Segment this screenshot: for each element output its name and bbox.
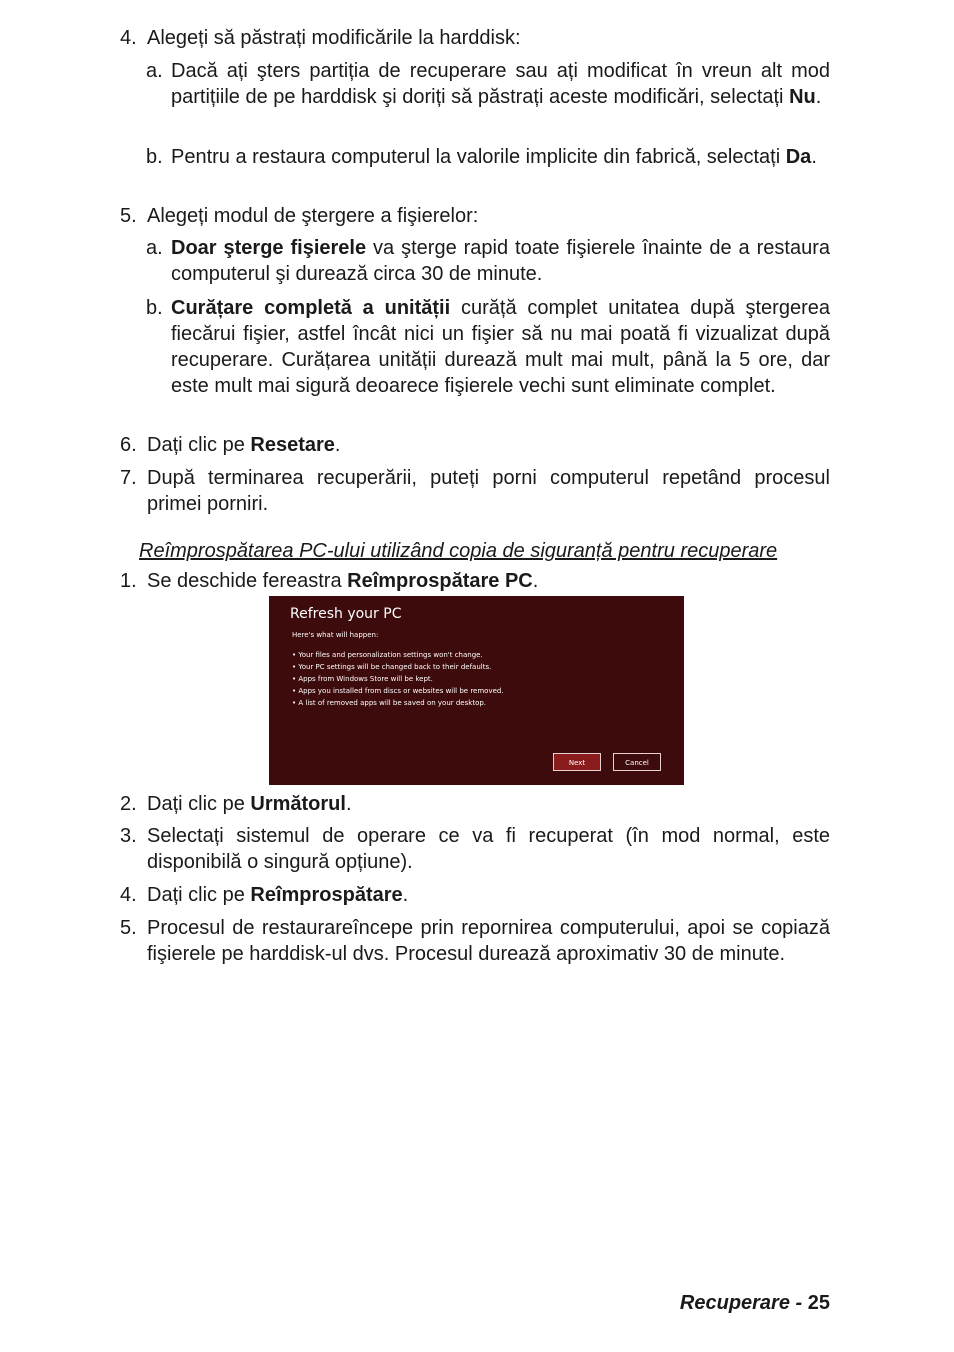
sub-item-b-factory-defaults: b. Pentru a restaura computerul la valorile implicite din fabrică, selectați Da. bbox=[146, 146, 817, 168]
list-item-5: 5. Alegeți modul de ştergere a fişierelor: bbox=[120, 205, 479, 227]
window-title: Refresh your PC bbox=[290, 606, 402, 622]
page-footer bbox=[680, 1290, 830, 1316]
list-item-1: 1. Se deschide fereastra Reîmprospătare PC. bbox=[120, 570, 539, 592]
list-item-2: 2. Dați clic pe Următorul. bbox=[120, 793, 352, 815]
window-bullet: • A list of removed apps will be saved on your desktop. bbox=[292, 699, 487, 707]
list-item-3: 3. Selectați sistemul de operare ce va fi recuperat (în mod normal, este disponibilă o singură opțiune). bbox=[120, 825, 830, 873]
window-bullet: • Your PC settings will be changed back to their defaults. bbox=[292, 663, 492, 671]
window-bullet: • Your files and personalization settings won't change. bbox=[292, 651, 483, 659]
sub-item-a-quick-delete: a. Doar şterge fişierele va şterge rapid toate fişierele înainte de a restaura computerul şi durează circa 30 de minute. bbox=[146, 237, 830, 285]
window-bullet: • Apps you installed from discs or websites will be removed. bbox=[292, 687, 504, 695]
footer-section: Recuperare - bbox=[679, 1292, 803, 1314]
page-number: 25 bbox=[807, 1292, 830, 1314]
window-subtitle: Here's what will happen: bbox=[292, 631, 379, 639]
section-heading: Reîmprospătarea PC-ului utilizând copia de siguranță pentru recuperare bbox=[139, 540, 778, 562]
refresh-pc-window bbox=[269, 596, 684, 785]
sub-item-a-keep-changes: a. Dacă ați şters partiția de recuperare sau ați modificat în vreun alt mod partițiile de pe harddisk şi doriți să păstrați aceste modificări, selectați Nu. bbox=[146, 60, 830, 108]
list-item-4b: 4. Dați clic pe Reîmprospătare. bbox=[120, 884, 409, 906]
list-item-5b: 5. Procesul de restaurareîncepe prin repornirea computerului, apoi se copiază fişierele pe harddisk-ul dvs. Procesul durează aproximativ 30 de minute. bbox=[120, 917, 830, 965]
list-item-6: 6. Dați clic pe Resetare. bbox=[120, 434, 341, 456]
list-item-4: 4. Alegeți să păstrați modificările la harddisk: bbox=[120, 27, 521, 49]
window-bullet: • Apps from Windows Store will be kept. bbox=[292, 675, 433, 683]
cancel-button[interactable]: Cancel bbox=[613, 753, 661, 771]
window-bullet-list bbox=[292, 649, 504, 709]
list-item-7: 7. După terminarea recuperării, puteți porni computerul repetând procesul primei porniri. bbox=[120, 467, 830, 515]
next-button[interactable]: Next bbox=[553, 753, 601, 771]
sub-item-b-full-clean: b. Curățare completă a unității curăță complet unitatea după ştergerea fiecărui fişier, astfel încât nici un fişier să nu mai poată fi vizualizat după recuperare. Curățarea unității durează mult mai mult, până la 5 ore, dar este mult mai sigură deoarece fişierele vechi sunt eliminate complet. bbox=[146, 297, 830, 397]
